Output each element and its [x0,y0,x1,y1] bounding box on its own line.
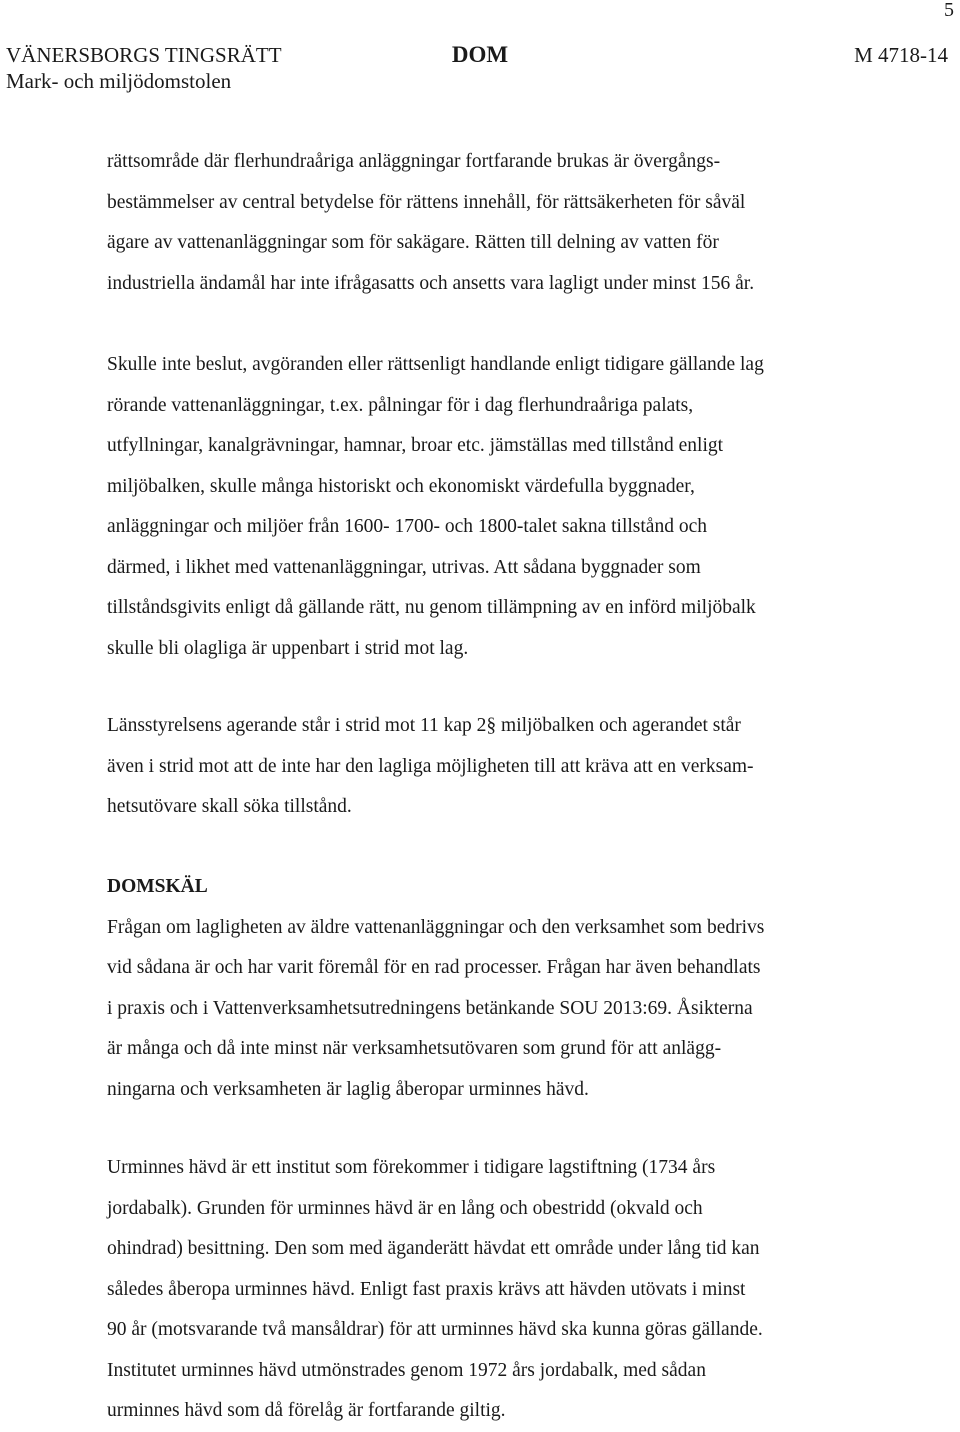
text-line: Institutet urminnes hävd utmönstrades genom 1972 års jordabalk, med sådan [107,1359,706,1381]
text-line: rörande vattenanläggningar, t.ex. pålningar för i dag flerhundraåriga palats, [107,394,694,416]
text-line: därmed, i likhet med vattenanläggningar, utrivas. Att sådana byggnader som [107,556,701,578]
case-number: M 4718-14 [854,43,948,67]
text-line: ohindrad) besittning. Den som med äganderätt hävdat ett område under lång tid kan [107,1238,760,1259]
text-line: ägare av vattenanläggningar som för sakägare. Rätten till delning av vatten för [107,232,719,253]
paragraph-5 [107,1148,907,1432]
document-type: DOM [451,42,509,67]
text-line: således åberopa urminnes hävd. Enligt fast praxis krävs att hävden utövats i minst [107,1278,746,1300]
text-line: skulle bli olagliga är uppenbart i strid mot lag. [107,637,469,659]
text-line: 90 år (motsvarande två mansåldrar) för att urminnes hävd ska kunna göras gällande. [107,1319,763,1340]
text-line: bestämmelser av central betydelse för rättens innehåll, för rättsäkerheten för såväl [107,191,746,213]
paragraph-3 [107,706,907,828]
court-division: Mark- och miljödomstolen [6,69,232,93]
paragraph-1 [107,142,907,304]
text-line: Länsstyrelsens agerande står i strid mot 11 kap 2§ miljöbalken och agerandet står [107,715,741,736]
text-line: även i strid mot att de inte har den lagliga möjligheten till att kräva att en verksam- [107,755,754,777]
text-line: i praxis och i Vattenverksamhetsutredningens betänkande SOU 2013:69. Åsikterna [107,997,753,1019]
text-line: anläggningar och miljöer från 1600- 1700- och 1800-talet sakna tillstånd och [107,516,707,537]
text-line: vid sådana är och har varit föremål för en rad processer. Frågan har även behandlats [107,957,761,978]
text-line: ningarna och verksamheten är laglig åberopar urminnes hävd. [107,1078,589,1100]
section-heading: DOMSKÄL [107,876,208,897]
text-line: Frågan om lagligheten av äldre vattenanläggningar och den verksamhet som bedrivs [107,916,765,938]
text-line: urminnes hävd som då förelåg är fortfarande giltig. [107,1400,506,1421]
text-line: är många och då inte minst när verksamhetsutövaren som grund för att anlägg- [107,1038,722,1059]
text-line: Skulle inte beslut, avgöranden eller rättsenligt handlande enligt tidigare gällande lag [107,354,764,375]
text-line: utfyllningar, kanalgrävningar, hamnar, broar etc. jämställas med tillstånd enligt [107,435,724,456]
domskal-section [107,867,907,1110]
text-line: jordabalk). Grunden för urminnes hävd är en lång och obestridd (okvald och [107,1197,703,1219]
text-line: industriella ändamål har inte ifrågasatts och ansetts vara lagligt under minst 156 år. [107,272,755,294]
page-number: 5 [944,0,954,21]
text-line: miljöbalken, skulle många historiskt och ekonomiskt värdefulla byggnader, [107,475,695,497]
court-name: VÄNERSBORGS TINGSRÄTT [6,43,282,67]
text-line: rättsområde där flerhundraåriga anläggningar fortfarande brukas är övergångs- [107,151,721,172]
text-line: Urminnes hävd är ett institut som förekommer i tidigare lagstiftning (1734 års [107,1157,716,1178]
text-line: hetsutövare skall söka tillstånd. [107,796,352,817]
text-line: tillståndsgivits enligt då gällande rätt, nu genom tillämpning av en införd miljöbalk [107,597,756,618]
paragraph-2 [107,345,907,669]
